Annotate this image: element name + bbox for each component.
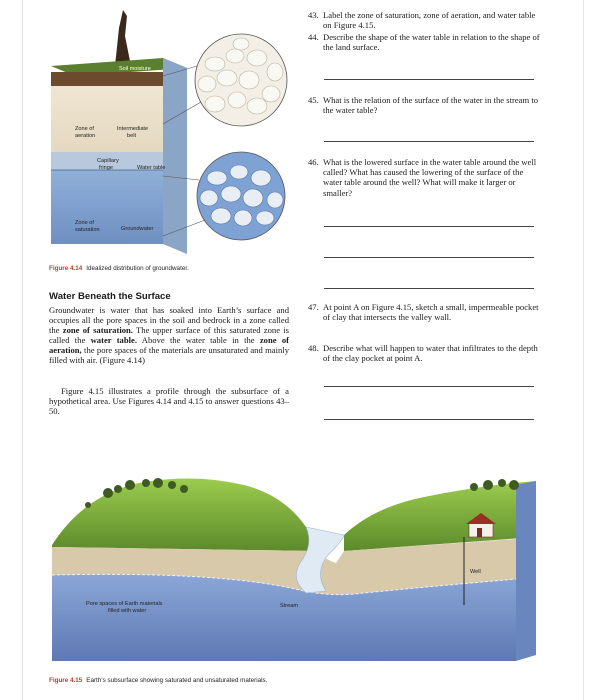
figure-4-15-number: Figure 4.15	[49, 677, 83, 684]
label-intermediate-1: Intermediate	[117, 126, 149, 132]
answer-line-48a[interactable]	[324, 386, 534, 387]
label-water-table: Water table	[137, 165, 166, 171]
question-48	[308, 343, 544, 363]
figure-4-15-diagram	[44, 455, 544, 665]
figure-4-15-caption-text: Earth’s subsurface showing saturated and unsaturated materials.	[86, 677, 268, 684]
answer-line-48b[interactable]	[324, 419, 534, 420]
label-zone-saturation-1: Zone of	[75, 220, 94, 226]
question-44	[308, 32, 544, 52]
para-text-g: the pore spaces of the materials are unsaturated and mainly filled with air. (Figure 4.14)	[49, 345, 289, 366]
term-zone-of-aeration: zone of aeration,	[49, 335, 289, 356]
label-zone-saturation-2: saturation	[75, 227, 100, 233]
question-48-number: 48.	[308, 343, 319, 353]
section-heading: Water Beneath the Surface	[49, 291, 171, 302]
label-stream: Stream	[280, 603, 299, 609]
label-intermediate-2: belt	[127, 133, 137, 139]
question-46-number: 46.	[308, 157, 319, 167]
question-48-text: Describe what will happen to water that infiltrates to the depth of the clay pocket at point A.	[323, 343, 538, 364]
question-43-number: 43.	[308, 10, 319, 20]
paragraph-figure-intro	[49, 386, 289, 416]
question-43-text: Label the zone of saturation, zone of aeration, and water table on Figure 4.15.	[323, 10, 536, 31]
question-47	[308, 302, 544, 322]
label-capillary-2: fringe	[99, 165, 113, 171]
term-zone-of-saturation: zone of saturation.	[62, 325, 133, 336]
question-45-number: 45.	[308, 95, 319, 105]
tree-trunk	[115, 10, 131, 66]
question-47-number: 47.	[308, 302, 319, 312]
answer-line-46b[interactable]	[324, 257, 534, 258]
term-water-table: water table.	[90, 335, 137, 346]
answer-line-44[interactable]	[324, 79, 534, 80]
question-44-text: Describe the shape of the water table in relation to the shape of the land surface.	[323, 32, 540, 53]
answer-line-46c[interactable]	[324, 288, 534, 289]
answer-line-45[interactable]	[324, 141, 534, 142]
question-43	[308, 10, 544, 30]
label-zone-aeration-2: aeration	[75, 133, 96, 139]
label-capillary-1: Capillary	[97, 158, 119, 164]
pore-air-magnifier	[195, 34, 287, 126]
figure-4-14-diagram	[45, 6, 295, 256]
label-zone-aeration-1: Zone of	[75, 126, 94, 132]
figure-4-14-caption-text: Idealized distribution of groundwater.	[86, 265, 189, 272]
answer-line-46a[interactable]	[324, 226, 534, 227]
figure-4-14-caption	[49, 265, 189, 272]
para-figure-text: Figure 4.15 illustrates a profile through the subsurface of a hypothetical area. Use Figures 4.14 and 4.15 to answer questions 43–50.	[49, 386, 289, 417]
figure-4-14-number: Figure 4.14	[49, 265, 83, 272]
question-45	[308, 95, 544, 115]
question-46-text: What is the lowered surface in the water table around the well called? What has caused the lowering of the surface of the water table around the well? What will make it larger or smaller?	[323, 157, 537, 198]
pore-water-magnifier	[197, 152, 285, 240]
question-45-text: What is the relation of the surface of the water in the stream to the water table?	[323, 95, 538, 116]
label-soil-moisture: Soil moisture	[119, 66, 151, 72]
saturated-zone	[52, 574, 516, 661]
label-groundwater: Groundwater	[121, 226, 154, 232]
label-pore-spaces-2: filled with water	[108, 608, 147, 614]
question-46	[308, 157, 544, 198]
question-47-text: At point A on Figure 4.15, sketch a small, impermeable pocket of clay that intersects the valley wall.	[323, 302, 539, 323]
label-pore-spaces-1: Pore spaces of Earth materials	[86, 601, 163, 607]
question-44-number: 44.	[308, 32, 319, 42]
para-text-a: Groundwater is water that has soaked into Earth’s surface and occupies all the pore spaces in the soil and bedrock in a zone called the	[49, 305, 289, 336]
figure-4-15-caption	[49, 677, 267, 684]
para-text-c: The upper surface of this saturated zone is called the	[49, 325, 289, 346]
para-text-e: Above the water table in the	[136, 335, 260, 346]
label-well: Well	[470, 569, 481, 575]
paragraph-groundwater	[49, 305, 289, 366]
